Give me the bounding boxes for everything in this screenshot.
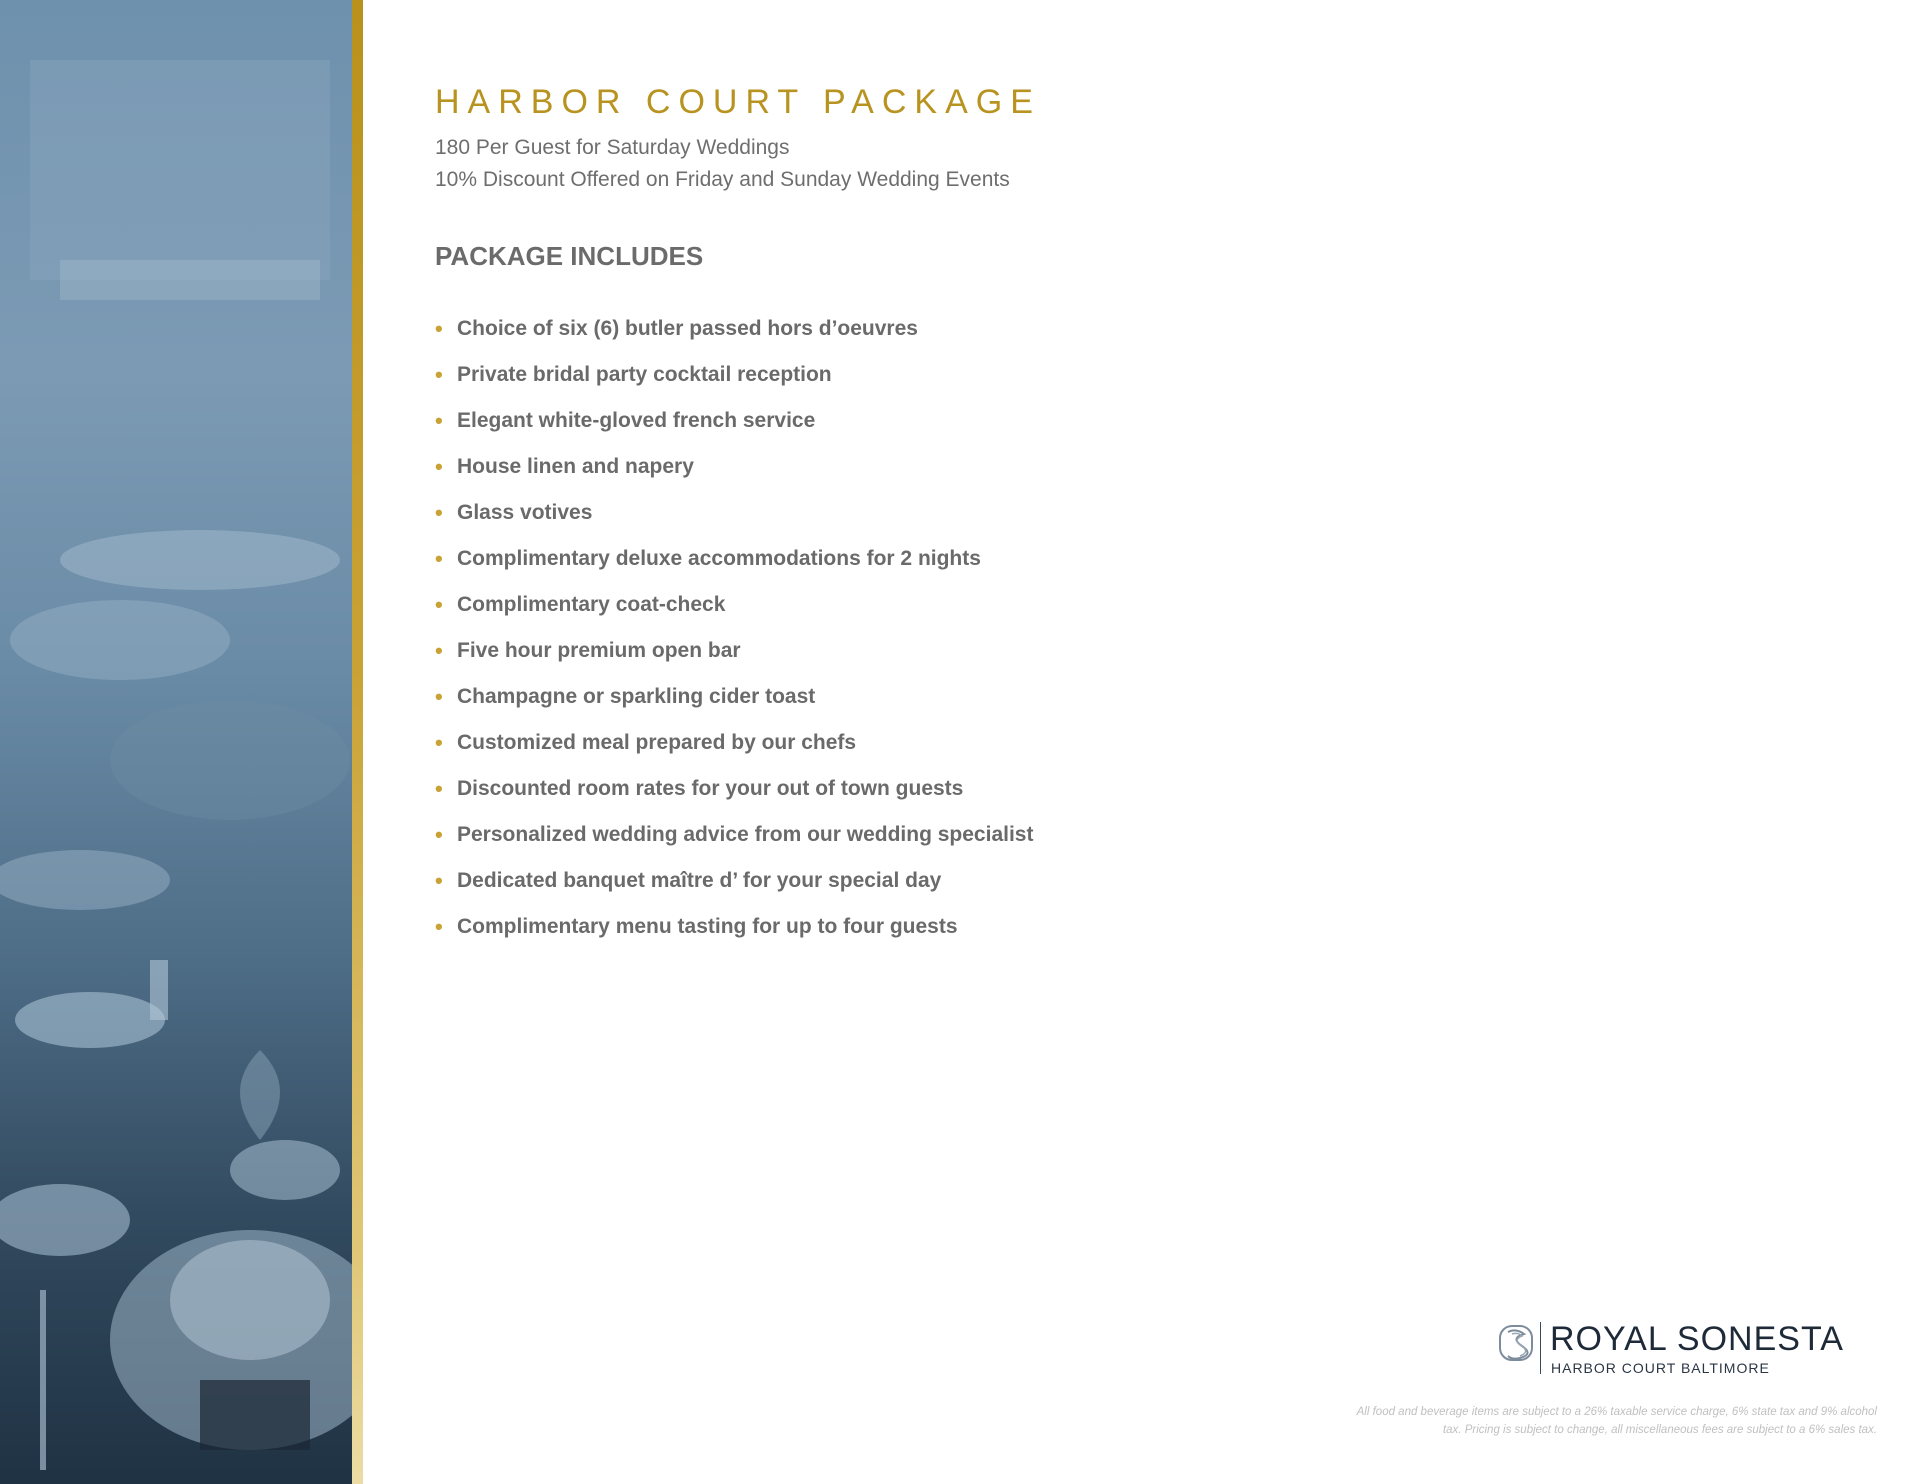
list-item-label: Elegant white-gloved french service	[457, 409, 816, 432]
list-item-label: Personalized wedding advice from our wedding specialist	[457, 823, 1034, 846]
list-item	[435, 306, 1835, 352]
list-item	[435, 812, 1835, 858]
bullet-icon: •	[435, 730, 443, 755]
list-item-label: Private bridal party cocktail reception	[457, 363, 832, 386]
list-item	[435, 674, 1835, 720]
list-item	[435, 490, 1835, 536]
bullet-icon: •	[435, 362, 443, 387]
package-title: HARBOR COURT PACKAGE	[435, 83, 1041, 121]
bullet-icon: •	[435, 592, 443, 617]
wedding-table-photo	[0, 0, 352, 1484]
bullet-icon: •	[435, 684, 443, 709]
list-item	[435, 904, 1835, 950]
royal-sonesta-emblem-icon	[1498, 1324, 1534, 1364]
pricing-disclaimer	[1237, 1403, 1877, 1439]
list-item-label: Customized meal prepared by our chefs	[457, 731, 857, 754]
list-item	[435, 444, 1835, 490]
bullet-icon: •	[435, 776, 443, 801]
list-item-label: Choice of six (6) butler passed hors d’oeuvres	[457, 317, 918, 340]
list-item	[435, 352, 1835, 398]
list-item	[435, 582, 1835, 628]
list-item-label: Discounted room rates for your out of town guests	[457, 777, 964, 800]
table-setting-illustration	[0, 0, 352, 1484]
includes-list	[435, 306, 1835, 950]
list-item	[435, 398, 1835, 444]
bullet-icon: •	[435, 638, 443, 663]
bullet-icon: •	[435, 408, 443, 433]
list-item	[435, 766, 1835, 812]
bullet-icon: •	[435, 316, 443, 341]
includes-heading: PACKAGE INCLUDES	[435, 241, 704, 271]
list-item	[435, 536, 1835, 582]
list-item-label: Dedicated banquet maître d’ for your special day	[457, 869, 942, 892]
brand-logo	[1498, 1320, 1878, 1380]
list-item-label: Complimentary deluxe accommodations for 2 nights	[457, 547, 981, 570]
bullet-icon: •	[435, 822, 443, 847]
bullet-icon: •	[435, 546, 443, 571]
list-item	[435, 628, 1835, 674]
list-item-label: Complimentary menu tasting for up to four guests	[457, 915, 958, 938]
package-content	[435, 80, 1835, 950]
list-item-label: Five hour premium open bar	[457, 639, 741, 662]
list-item-label: Champagne or sparkling cider toast	[457, 685, 816, 708]
disclaimer-line: tax. Pricing is subject to change, all miscellaneous fees are subject to a 6% sales tax.	[1442, 1424, 1877, 1436]
list-item-label: Complimentary coat-check	[457, 593, 726, 616]
bullet-icon: •	[435, 454, 443, 479]
bullet-icon: •	[435, 914, 443, 939]
price-line: 180 Per Guest for Saturday Weddings	[435, 136, 790, 159]
bullet-icon: •	[435, 868, 443, 893]
logo-divider	[1540, 1322, 1541, 1374]
gold-accent-stripe	[352, 0, 363, 1484]
list-item	[435, 858, 1835, 904]
brand-location: HARBOR COURT BALTIMORE	[1551, 1360, 1770, 1376]
disclaimer-line: All food and beverage items are subject to a 26% taxable service charge, 6% state tax and 9% alcohol	[1356, 1406, 1877, 1418]
discount-line: 10% Discount Offered on Friday and Sunday Wedding Events	[435, 168, 1010, 191]
list-item	[435, 720, 1835, 766]
brand-name: ROYAL SONESTA	[1550, 1320, 1844, 1358]
list-item-label: House linen and napery	[457, 455, 694, 478]
bullet-icon: •	[435, 500, 443, 525]
list-item-label: Glass votives	[457, 501, 593, 524]
